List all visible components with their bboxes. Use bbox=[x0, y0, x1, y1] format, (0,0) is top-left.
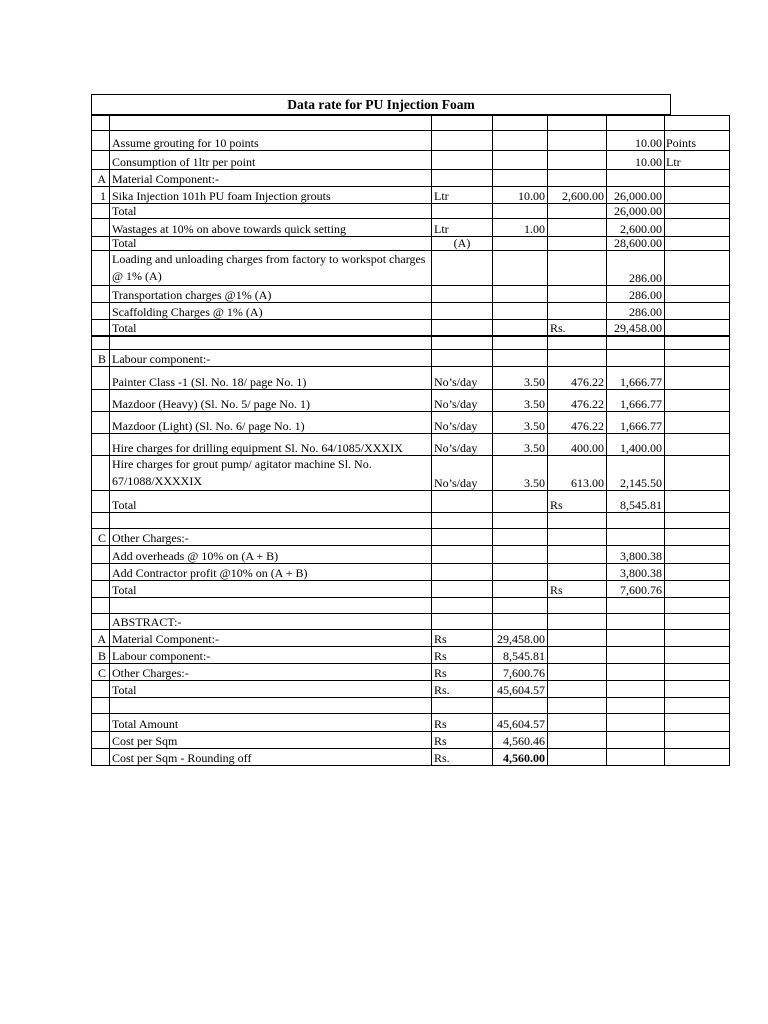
unit-cell: Rs bbox=[432, 714, 493, 732]
row-label-cell: A bbox=[92, 170, 110, 187]
qty-cell: 3.50 bbox=[493, 367, 548, 390]
unit-note-cell bbox=[665, 714, 730, 732]
rate-cell bbox=[548, 237, 607, 251]
table-row bbox=[92, 681, 730, 698]
amount-cell bbox=[607, 170, 665, 187]
description-cell: Other Charges:- bbox=[110, 664, 432, 681]
table-row bbox=[92, 630, 730, 647]
rate-cell bbox=[548, 714, 607, 732]
row-label-cell bbox=[92, 732, 110, 749]
amount-cell bbox=[607, 732, 665, 749]
amount-cell: 1,400.00 bbox=[607, 434, 665, 456]
rate-cell: 476.22 bbox=[548, 412, 607, 434]
qty-cell bbox=[493, 204, 548, 219]
qty-cell: 3.50 bbox=[493, 412, 548, 434]
qty-cell bbox=[493, 237, 548, 251]
qty-cell: 3.50 bbox=[493, 434, 548, 456]
description-cell: Cost per Sqm - Rounding off bbox=[110, 749, 432, 766]
rate-cell: 613.00 bbox=[548, 456, 607, 491]
table-row bbox=[92, 529, 730, 546]
rate-cell: 476.22 bbox=[548, 390, 607, 412]
unit-cell bbox=[432, 131, 493, 151]
table-row bbox=[92, 491, 730, 513]
unit-note-cell: Points bbox=[665, 131, 730, 151]
qty-cell: 29,458.00 bbox=[493, 630, 548, 647]
amount-cell: 2,145.50 bbox=[607, 456, 665, 491]
table-row bbox=[92, 564, 730, 581]
unit-note-cell bbox=[665, 664, 730, 681]
qty-cell bbox=[493, 286, 548, 303]
rate-cell: Rs bbox=[548, 581, 607, 598]
unit-cell: Rs bbox=[432, 664, 493, 681]
table-row bbox=[92, 546, 730, 564]
row-label-cell bbox=[92, 749, 110, 766]
qty-cell bbox=[493, 598, 548, 614]
unit-note-cell bbox=[665, 336, 730, 350]
qty-cell bbox=[493, 116, 548, 131]
description-cell: Total Amount bbox=[110, 714, 432, 732]
description-cell: ABSTRACT:- bbox=[110, 614, 432, 630]
table-row bbox=[92, 350, 730, 367]
description-cell: Other Charges:- bbox=[110, 529, 432, 546]
description-cell: Total bbox=[110, 491, 432, 513]
amount-cell: 8,545.81 bbox=[607, 491, 665, 513]
qty-cell: 8,545.81 bbox=[493, 647, 548, 664]
amount-cell: 286.00 bbox=[607, 286, 665, 303]
table-row bbox=[92, 116, 730, 131]
amount-cell bbox=[607, 681, 665, 698]
rate-cell bbox=[548, 698, 607, 714]
table-row bbox=[92, 664, 730, 681]
qty-cell bbox=[493, 546, 548, 564]
unit-note-cell bbox=[665, 434, 730, 456]
qty-cell bbox=[493, 303, 548, 320]
rate-cell bbox=[548, 170, 607, 187]
unit-note-cell bbox=[665, 529, 730, 546]
unit-cell bbox=[432, 116, 493, 131]
table-row bbox=[92, 614, 730, 630]
table-row bbox=[92, 151, 730, 170]
table-row bbox=[92, 367, 730, 390]
sheet-title: Data rate for PU Injection Foam bbox=[91, 94, 671, 115]
amount-cell bbox=[607, 598, 665, 614]
description-cell: Sika Injection 101h PU foam Injection grouts bbox=[110, 187, 432, 204]
rate-sheet bbox=[91, 94, 697, 766]
table-row bbox=[92, 434, 730, 456]
description-cell bbox=[110, 698, 432, 714]
description-cell bbox=[110, 336, 432, 350]
unit-cell bbox=[432, 151, 493, 170]
qty-cell bbox=[493, 614, 548, 630]
table-row bbox=[92, 749, 730, 766]
row-label-cell bbox=[92, 564, 110, 581]
unit-note-cell bbox=[665, 367, 730, 390]
rate-cell bbox=[548, 614, 607, 630]
table-row bbox=[92, 456, 730, 491]
amount-cell bbox=[607, 614, 665, 630]
table-row bbox=[92, 714, 730, 732]
description-cell: Total bbox=[110, 320, 432, 336]
description-cell: Painter Class -1 (Sl. No. 18/ page No. 1) bbox=[110, 367, 432, 390]
row-label-cell bbox=[92, 456, 110, 491]
rate-cell bbox=[548, 251, 607, 286]
unit-cell: No’s/day bbox=[432, 456, 493, 491]
unit-cell: Rs bbox=[432, 732, 493, 749]
row-label-cell bbox=[92, 598, 110, 614]
rate-cell bbox=[548, 681, 607, 698]
qty-cell: 1.00 bbox=[493, 219, 548, 237]
unit-note-cell bbox=[665, 749, 730, 766]
unit-note-cell bbox=[665, 286, 730, 303]
description-cell: Scaffolding Charges @ 1% (A) bbox=[110, 303, 432, 320]
rate-cell: 476.22 bbox=[548, 367, 607, 390]
row-label-cell bbox=[92, 367, 110, 390]
rate-cell: 2,600.00 bbox=[548, 187, 607, 204]
unit-note-cell bbox=[665, 116, 730, 131]
qty-cell bbox=[493, 151, 548, 170]
unit-note-cell bbox=[665, 204, 730, 219]
unit-note-cell bbox=[665, 581, 730, 598]
amount-cell: 26,000.00 bbox=[607, 204, 665, 219]
table-row bbox=[92, 170, 730, 187]
unit-note-cell: Ltr bbox=[665, 151, 730, 170]
amount-cell: 29,458.00 bbox=[607, 320, 665, 336]
unit-note-cell bbox=[665, 412, 730, 434]
qty-cell: 10.00 bbox=[493, 187, 548, 204]
qty-cell bbox=[493, 251, 548, 286]
row-label-cell bbox=[92, 286, 110, 303]
unit-cell: No’s/day bbox=[432, 412, 493, 434]
rate-cell bbox=[548, 219, 607, 237]
description-cell: Labour component:- bbox=[110, 350, 432, 367]
rate-cell bbox=[548, 546, 607, 564]
rate-cell bbox=[548, 598, 607, 614]
description-cell bbox=[110, 116, 432, 131]
unit-cell: No’s/day bbox=[432, 367, 493, 390]
rate-cell bbox=[548, 116, 607, 131]
row-label-cell: 1 bbox=[92, 187, 110, 204]
table-row bbox=[92, 251, 730, 286]
description-cell: Total bbox=[110, 204, 432, 219]
unit-cell: Ltr bbox=[432, 219, 493, 237]
table-row bbox=[92, 219, 730, 237]
description-cell: Add overheads @ 10% on (A + B) bbox=[110, 546, 432, 564]
unit-cell bbox=[432, 614, 493, 630]
description-cell bbox=[110, 513, 432, 529]
rate-cell bbox=[548, 336, 607, 350]
qty-cell bbox=[493, 350, 548, 367]
description-cell: Hire charges for grout pump/ agitator machine Sl. No. 67/1088/XXXXIX bbox=[110, 456, 432, 491]
table-row bbox=[92, 204, 730, 219]
rate-cell bbox=[548, 564, 607, 581]
qty-cell bbox=[493, 170, 548, 187]
unit-cell bbox=[432, 491, 493, 513]
table-row bbox=[92, 647, 730, 664]
description-cell: Total bbox=[110, 581, 432, 598]
qty-cell bbox=[493, 513, 548, 529]
row-label-cell: B bbox=[92, 647, 110, 664]
row-label-cell bbox=[92, 546, 110, 564]
row-label-cell: A bbox=[92, 630, 110, 647]
row-label-cell bbox=[92, 714, 110, 732]
unit-note-cell bbox=[665, 614, 730, 630]
unit-cell bbox=[432, 320, 493, 336]
row-label-cell bbox=[92, 151, 110, 170]
amount-cell: 28,600.00 bbox=[607, 237, 665, 251]
description-cell: Mazdoor (Light) (Sl. No. 6/ page No. 1) bbox=[110, 412, 432, 434]
qty-cell: 7,600.76 bbox=[493, 664, 548, 681]
description-cell: Total bbox=[110, 681, 432, 698]
row-label-cell: B bbox=[92, 350, 110, 367]
amount-cell: 1,666.77 bbox=[607, 390, 665, 412]
unit-note-cell bbox=[665, 170, 730, 187]
description-cell: Cost per Sqm bbox=[110, 732, 432, 749]
unit-cell bbox=[432, 170, 493, 187]
qty-cell: 45,604.57 bbox=[493, 681, 548, 698]
unit-note-cell bbox=[665, 237, 730, 251]
description-cell: Total bbox=[110, 237, 432, 251]
amount-cell bbox=[607, 529, 665, 546]
amount-cell: 26,000.00 bbox=[607, 187, 665, 204]
unit-cell bbox=[432, 698, 493, 714]
qty-cell bbox=[493, 131, 548, 151]
amount-cell bbox=[607, 336, 665, 350]
table-row bbox=[92, 320, 730, 336]
rate-cell bbox=[548, 204, 607, 219]
row-label-cell bbox=[92, 390, 110, 412]
description-cell: Transportation charges @1% (A) bbox=[110, 286, 432, 303]
rate-cell: Rs bbox=[548, 491, 607, 513]
unit-note-cell bbox=[665, 251, 730, 286]
table-row bbox=[92, 131, 730, 151]
rate-cell bbox=[548, 131, 607, 151]
unit-note-cell bbox=[665, 187, 730, 204]
amount-cell: 10.00 bbox=[607, 151, 665, 170]
qty-cell bbox=[493, 491, 548, 513]
unit-note-cell bbox=[665, 681, 730, 698]
qty-cell: 45,604.57 bbox=[493, 714, 548, 732]
unit-note-cell bbox=[665, 598, 730, 614]
table-row bbox=[92, 598, 730, 614]
unit-cell bbox=[432, 581, 493, 598]
rate-cell bbox=[548, 513, 607, 529]
rate-cell bbox=[548, 303, 607, 320]
rate-cell: 400.00 bbox=[548, 434, 607, 456]
unit-cell: Rs. bbox=[432, 749, 493, 766]
rate-cell bbox=[548, 350, 607, 367]
unit-note-cell bbox=[665, 350, 730, 367]
row-label-cell bbox=[92, 336, 110, 350]
row-label-cell: C bbox=[92, 529, 110, 546]
amount-cell: 1,666.77 bbox=[607, 367, 665, 390]
row-label-cell bbox=[92, 204, 110, 219]
table-row bbox=[92, 303, 730, 320]
amount-cell: 10.00 bbox=[607, 131, 665, 151]
unit-note-cell bbox=[665, 546, 730, 564]
unit-cell bbox=[432, 251, 493, 286]
description-cell: Assume grouting for 10 points bbox=[110, 131, 432, 151]
unit-note-cell bbox=[665, 513, 730, 529]
table-row bbox=[92, 286, 730, 303]
unit-cell bbox=[432, 350, 493, 367]
description-cell: Mazdoor (Heavy) (Sl. No. 5/ page No. 1) bbox=[110, 390, 432, 412]
rate-cell bbox=[548, 529, 607, 546]
qty-cell bbox=[493, 336, 548, 350]
unit-cell bbox=[432, 286, 493, 303]
row-label-cell bbox=[92, 251, 110, 286]
unit-cell bbox=[432, 303, 493, 320]
rate-cell bbox=[548, 630, 607, 647]
unit-cell bbox=[432, 204, 493, 219]
unit-note-cell bbox=[665, 564, 730, 581]
qty-cell bbox=[493, 698, 548, 714]
amount-cell bbox=[607, 749, 665, 766]
row-label-cell bbox=[92, 698, 110, 714]
unit-cell: Rs bbox=[432, 630, 493, 647]
unit-cell: Rs. bbox=[432, 681, 493, 698]
unit-note-cell bbox=[665, 732, 730, 749]
unit-note-cell bbox=[665, 491, 730, 513]
amount-cell bbox=[607, 116, 665, 131]
description-cell: Add Contractor profit @10% on (A + B) bbox=[110, 564, 432, 581]
unit-note-cell bbox=[665, 647, 730, 664]
unit-cell: No’s/day bbox=[432, 390, 493, 412]
row-label-cell bbox=[92, 412, 110, 434]
amount-cell bbox=[607, 630, 665, 647]
unit-cell bbox=[432, 336, 493, 350]
amount-cell bbox=[607, 714, 665, 732]
row-label-cell bbox=[92, 513, 110, 529]
unit-cell bbox=[432, 546, 493, 564]
amount-cell: 286.00 bbox=[607, 303, 665, 320]
table-row bbox=[92, 336, 730, 350]
amount-cell bbox=[607, 513, 665, 529]
description-cell: Hire charges for drilling equipment Sl. No. 64/1085/XXXIX bbox=[110, 434, 432, 456]
rate-cell bbox=[548, 749, 607, 766]
description-cell: Wastages at 10% on above towards quick setting bbox=[110, 219, 432, 237]
row-label-cell bbox=[92, 681, 110, 698]
unit-note-cell bbox=[665, 630, 730, 647]
amount-cell bbox=[607, 664, 665, 681]
amount-cell bbox=[607, 647, 665, 664]
unit-note-cell bbox=[665, 219, 730, 237]
table-row bbox=[92, 732, 730, 749]
row-label-cell bbox=[92, 116, 110, 131]
table-row bbox=[92, 187, 730, 204]
row-label-cell bbox=[92, 320, 110, 336]
row-label-cell bbox=[92, 303, 110, 320]
row-label-cell bbox=[92, 491, 110, 513]
row-label-cell bbox=[92, 219, 110, 237]
unit-cell: No’s/day bbox=[432, 434, 493, 456]
row-label-cell bbox=[92, 237, 110, 251]
table-row bbox=[92, 237, 730, 251]
unit-cell bbox=[432, 564, 493, 581]
amount-cell bbox=[607, 350, 665, 367]
unit-note-cell bbox=[665, 320, 730, 336]
amount-cell: 286.00 bbox=[607, 251, 665, 286]
row-label-cell bbox=[92, 581, 110, 598]
unit-cell bbox=[432, 513, 493, 529]
row-label-cell bbox=[92, 131, 110, 151]
rate-cell bbox=[548, 286, 607, 303]
unit-cell: Rs bbox=[432, 647, 493, 664]
description-cell: Labour component:- bbox=[110, 647, 432, 664]
table-row bbox=[92, 390, 730, 412]
qty-cell bbox=[493, 529, 548, 546]
description-cell: Consumption of 1ltr per point bbox=[110, 151, 432, 170]
row-label-cell: C bbox=[92, 664, 110, 681]
amount-cell: 3,800.38 bbox=[607, 546, 665, 564]
table-row bbox=[92, 412, 730, 434]
rate-cell bbox=[548, 151, 607, 170]
unit-cell: Ltr bbox=[432, 187, 493, 204]
rate-cell: Rs. bbox=[548, 320, 607, 336]
qty-cell bbox=[493, 581, 548, 598]
rate-cell bbox=[548, 732, 607, 749]
unit-cell bbox=[432, 598, 493, 614]
unit-note-cell bbox=[665, 303, 730, 320]
unit-note-cell bbox=[665, 456, 730, 491]
description-cell: Material Component:- bbox=[110, 170, 432, 187]
table-row bbox=[92, 513, 730, 529]
description-cell: Material Component:- bbox=[110, 630, 432, 647]
unit-cell bbox=[432, 529, 493, 546]
amount-cell: 2,600.00 bbox=[607, 219, 665, 237]
qty-cell bbox=[493, 564, 548, 581]
unit-cell: (A) bbox=[432, 237, 493, 251]
rate-cell bbox=[548, 647, 607, 664]
qty-cell bbox=[493, 320, 548, 336]
row-label-cell bbox=[92, 614, 110, 630]
qty-cell: 3.50 bbox=[493, 390, 548, 412]
row-label-cell bbox=[92, 434, 110, 456]
qty-cell: 4,560.46 bbox=[493, 732, 548, 749]
description-cell bbox=[110, 598, 432, 614]
rate-table bbox=[91, 115, 730, 766]
qty-cell: 4,560.00 bbox=[493, 749, 548, 766]
unit-note-cell bbox=[665, 698, 730, 714]
unit-note-cell bbox=[665, 390, 730, 412]
amount-cell: 7,600.76 bbox=[607, 581, 665, 598]
rate-cell bbox=[548, 664, 607, 681]
amount-cell: 1,666.77 bbox=[607, 412, 665, 434]
qty-cell: 3.50 bbox=[493, 456, 548, 491]
table-row bbox=[92, 698, 730, 714]
amount-cell: 3,800.38 bbox=[607, 564, 665, 581]
amount-cell bbox=[607, 698, 665, 714]
description-cell: Loading and unloading charges from factory to workspot charges @ 1% (A) bbox=[110, 251, 432, 286]
table-row bbox=[92, 581, 730, 598]
